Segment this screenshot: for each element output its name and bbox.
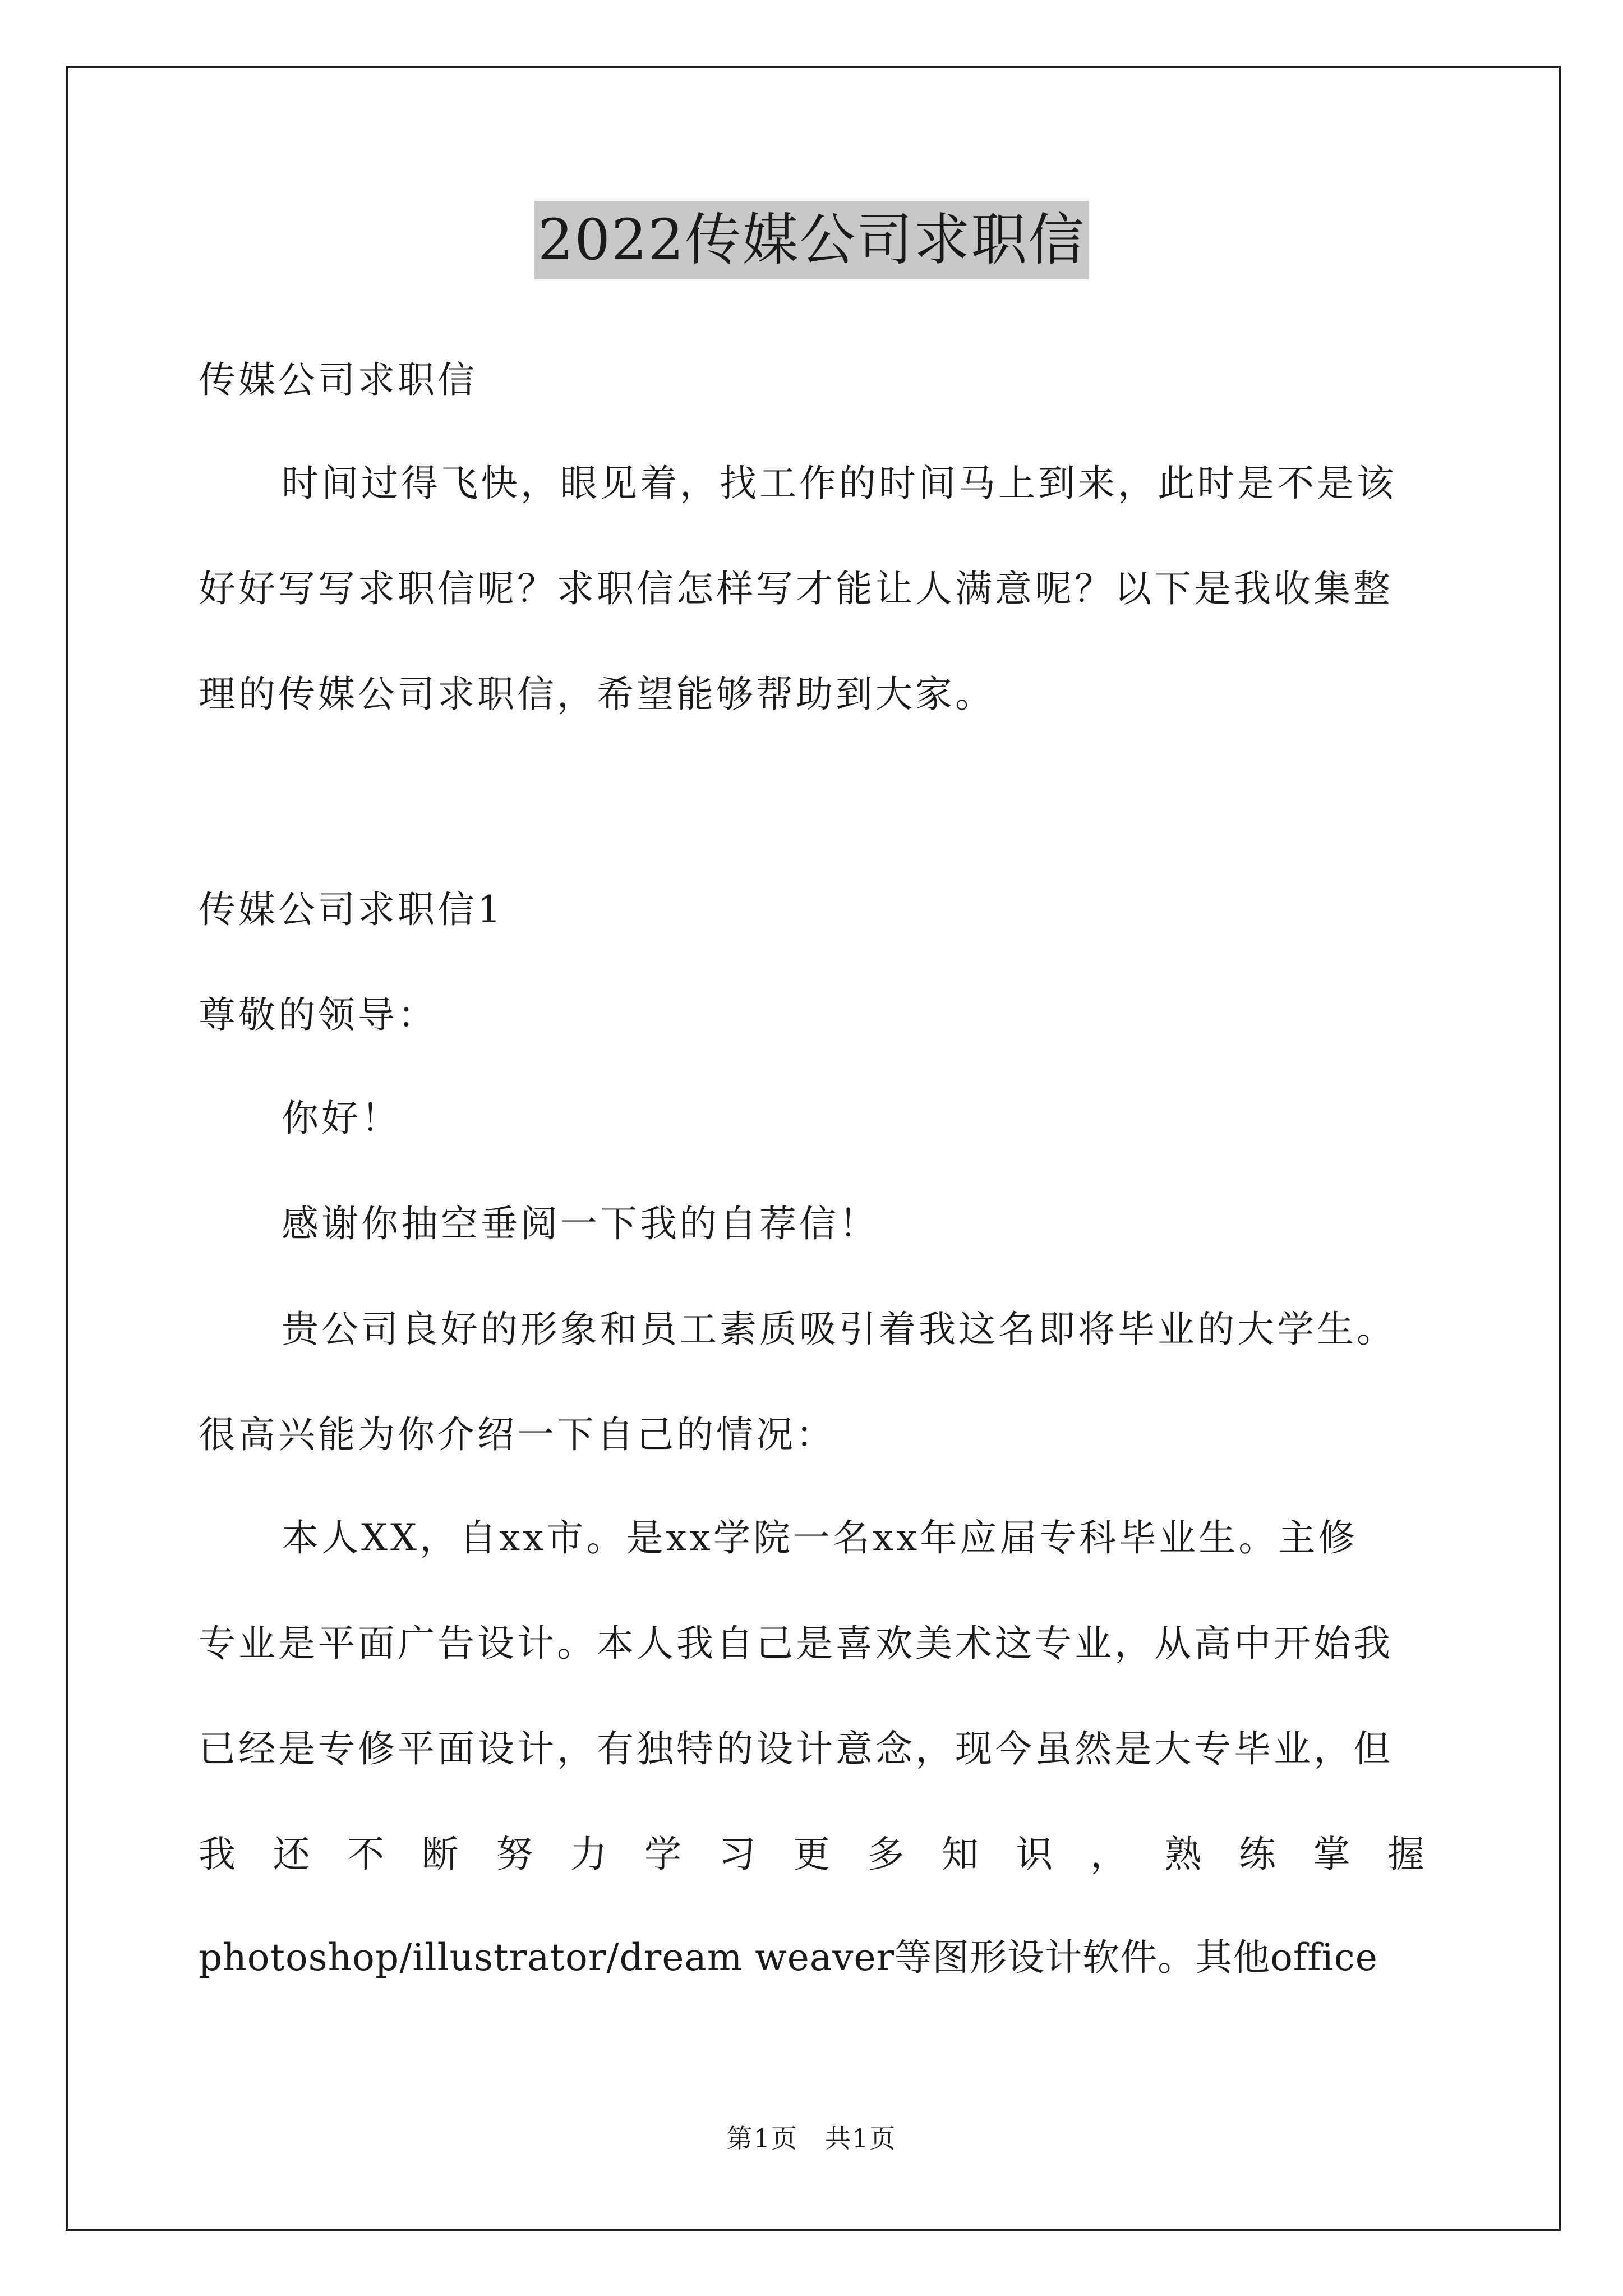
justified-char: ， [1090, 1833, 1127, 1876]
justified-char: 握 [1387, 1833, 1424, 1876]
justified-line [199, 1826, 1424, 1883]
justified-char: 熟 [1164, 1833, 1202, 1876]
paragraph-line: 感谢你抽空垂阅一下我的自荐信！ [282, 1202, 879, 1245]
justified-char: 还 [273, 1833, 310, 1876]
salutation-line: 尊敬的领导： [199, 993, 437, 1037]
justified-char: 断 [421, 1833, 459, 1876]
justified-char: 学 [644, 1833, 681, 1876]
justified-char: 更 [793, 1833, 830, 1876]
paragraph-line: 本人XX，自xx市。是xx学院一名xx年应届专科毕业生。主修 [282, 1516, 1358, 1559]
title-wrap [0, 201, 1623, 279]
justified-char: 努 [496, 1833, 533, 1876]
justified-char: 习 [718, 1833, 756, 1876]
paragraph-line: 好好写写求职信呢？求职信怎样写才能让人满意呢？以下是我收集整 [199, 567, 1393, 610]
paragraph-line: photoshop/illustrator/dream weaver等图形设计软件。其他office [199, 1936, 1378, 1979]
justified-char: 多 [867, 1833, 905, 1876]
paragraph-line: 时间过得飞快，眼见着，找工作的时间马上到来，此时是不是该 [282, 462, 1396, 505]
paragraph-line: 贵公司良好的形象和员工素质吸引着我这名即将毕业的大学生。 [282, 1308, 1396, 1351]
justified-char: 掌 [1313, 1833, 1350, 1876]
page-footer: 第1页 共1页 [726, 2123, 897, 2154]
justified-char: 不 [347, 1833, 384, 1876]
section-heading: 传媒公司求职信1 [199, 888, 504, 931]
greeting-line: 你好！ [282, 1097, 401, 1140]
paragraph-line: 理的传媒公司求职信，希望能够帮助到大家。 [199, 673, 995, 716]
paragraph-line: 已经是专修平面设计，有独特的设计意念，现今虽然是大专毕业，但 [199, 1727, 1393, 1770]
document-title: 2022传媒公司求职信 [534, 201, 1089, 279]
justified-char: 知 [942, 1833, 979, 1876]
subtitle-line: 传媒公司求职信 [199, 358, 477, 402]
paragraph-line: 专业是平面广告设计。本人我自己是喜欢美术这专业，从高中开始我 [199, 1622, 1393, 1665]
justified-char: 练 [1239, 1833, 1276, 1876]
justified-char: 识 [1016, 1833, 1053, 1876]
paragraph-line: 很高兴能为你介绍一下自己的情况： [199, 1413, 836, 1456]
justified-char: 力 [570, 1833, 607, 1876]
justified-char: 我 [199, 1833, 236, 1876]
